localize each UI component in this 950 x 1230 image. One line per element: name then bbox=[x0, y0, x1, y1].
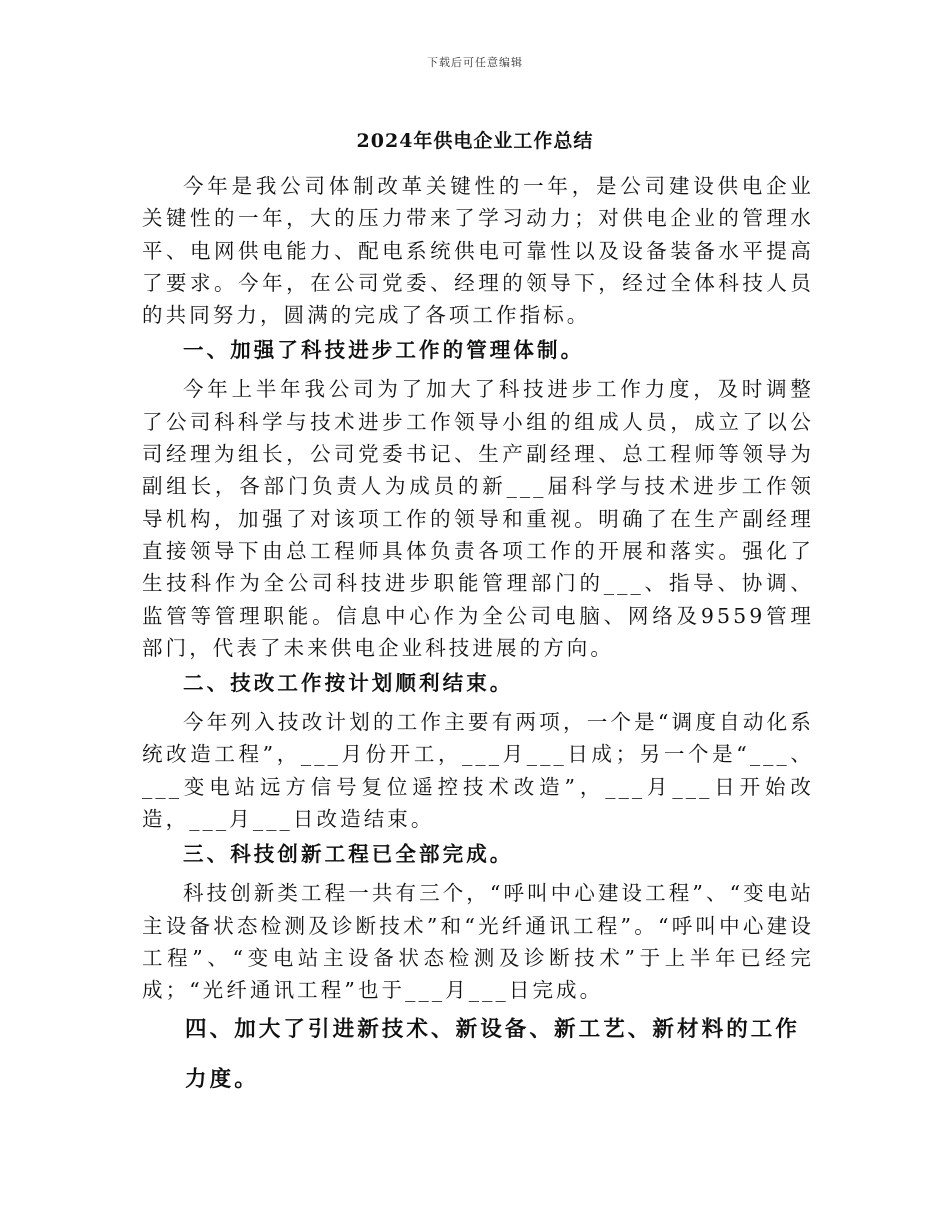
section-heading-4: 四、加大了引进新技术、新设备、新工艺、新材料的工作力度。 bbox=[185, 1016, 801, 1092]
section-heading-3: 三、科技创新工程已全部完成。 bbox=[183, 842, 514, 867]
document-title: 2024年供电企业工作总结 bbox=[356, 130, 594, 152]
document-body bbox=[142, 170, 814, 1092]
section-heading-1: 一、加强了科技进步工作的管理体制。 bbox=[183, 338, 585, 363]
section-2-paragraph: 今年列入技改计划的工作主要有两项，一个是“调度自动化系统改造工程”，___月份开工，___月___日成；另一个是“___、___变电站远方信号复位遥控技术改造”，___月___日开始改造，___月___日改造结束。 bbox=[142, 710, 814, 832]
intro-paragraph: 今年是我公司体制改革关键性的一年，是公司建设供电企业关键性的一年，大的压力带来了学习动力；对供电企业的管理水平、电网供电能力、配电系统供电可靠性以及设备装备水平提高了要求。今年，在公司党委、经理的领导下，经过全体科技人员的共同努力，圆满的完成了各项工作指标。 bbox=[142, 174, 814, 328]
section-3-paragraph: 科技创新类工程一共有三个，“呼叫中心建设工程”、“变电站主设备状态检测及诊断技术”和“光纤通讯工程”。“呼叫中心建设工程”、“变电站主设备状态检测及诊断技术”于上半年已经完成；“光纤通讯工程”也于___月___日完成。 bbox=[142, 881, 814, 1003]
section-1-paragraph: 今年上半年我公司为了加大了科技进步工作力度，及时调整了公司科科学与技术进步工作领导小组的组成人员，成立了以公司经理为组长，公司党委书记、生产副经理、总工程师等领导为副组长，各部门负责人为成员的新___届科学与技术进步工作领导机构，加强了对该项工作的领导和重视。明确了在生产副经理直接领导下由总工程师具体负责各项工作的开展和落实。强化了生技科作为全公司科技进步职能管理部门的___、指导、协调、监管等管理职能。信息中心作为全公司电脑、网络及9559管理部门，代表了未来供电企业科技进展的方向。 bbox=[142, 377, 814, 660]
section-heading-2: 二、技改工作按计划顺利结束。 bbox=[183, 671, 514, 696]
header-note: 下载后可任意编辑 bbox=[427, 56, 523, 69]
